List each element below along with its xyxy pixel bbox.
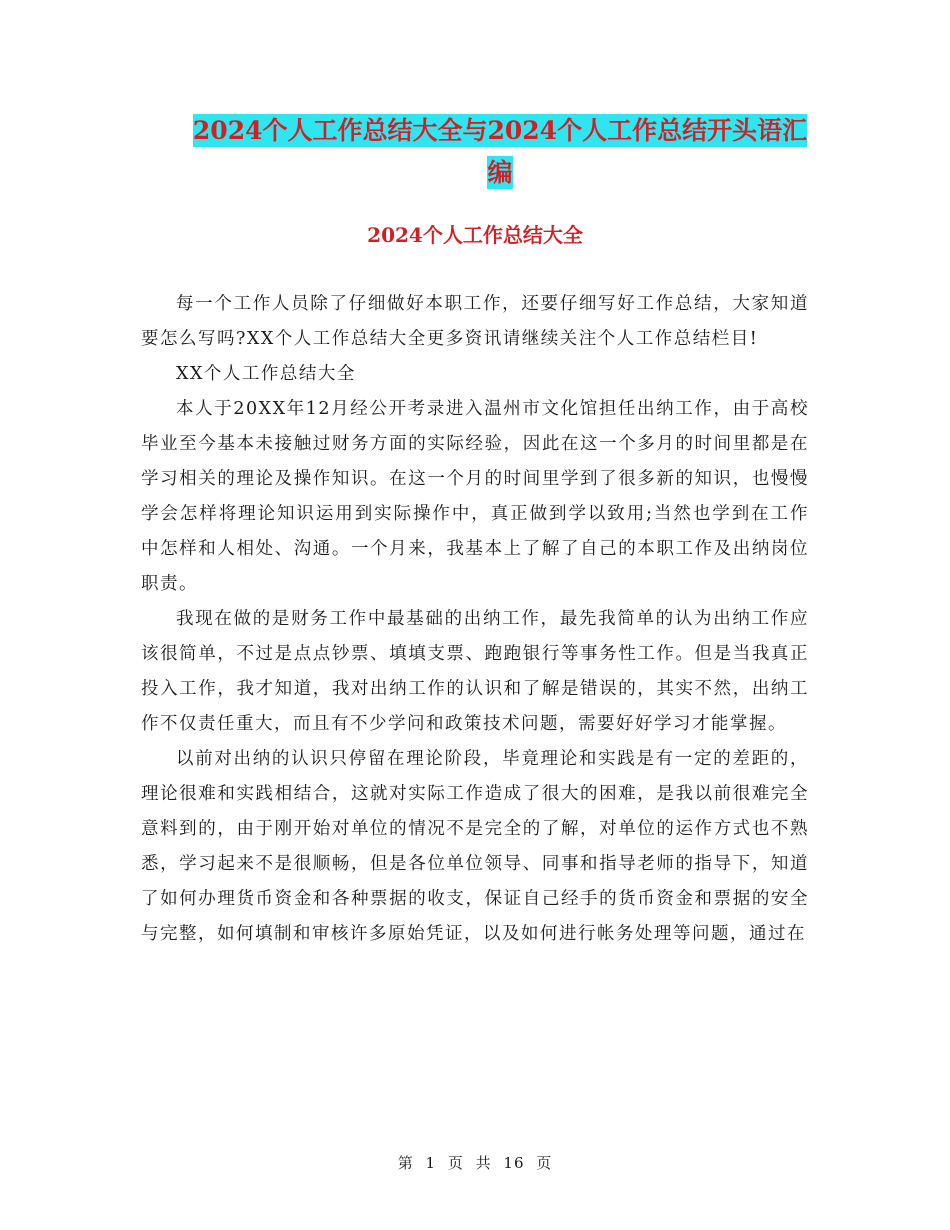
footer-page-unit: 页 [447, 1154, 464, 1172]
footer-total-prefix: 共 [475, 1154, 492, 1172]
page-number: 1 [425, 1154, 437, 1172]
page-total: 16 [503, 1154, 525, 1172]
document-title-line-2: 编 [487, 158, 513, 187]
footer-prefix: 第 [397, 1154, 414, 1172]
paragraph: 以前对出纳的认识只停留在理论阶段，毕竟理论和实践是有一定的差距的，理论很难和实践相结合，这就对实际工作造成了很大的困难，是我以前很难完全意料到的，由于刚开始对单位的情况不是完全的了解，对单位的运作方式也不熟悉，学习起来不是很顺畅，但是各位单位领导、同事和指导老师的指导下，知道了如何办理货币资金和各种票据的收支，保证自己经手的货币资金和票据的安全与完整，如何填制和审核许多原始凭证，以及如何进行帐务处理等问题，通过在 [141, 749, 809, 944]
paragraph: 我现在做的是财务工作中最基础的出纳工作，最先我简单的认为出纳工作应该很简单，不过是点点钞票、填填支票、跑跑银行等事务性工作。但是当我真正投入工作，我才知道，我对出纳工作的认识和了解是错误的，其实不然，出纳工作不仅责任重大，而且有不少学问和政策技术问题，需要好好学习才能掌握。 [141, 609, 809, 734]
footer-total-unit: 页 [536, 1154, 553, 1172]
paragraph: 本人于20XX年12月经公开考录进入温州市文化馆担任出纳工作，由于高校毕业至今基本未接触过财务方面的实际经验，因此在这一个多月的时间里都是在学习相关的理论及操作知识。在这一个月的时间里学到了很多新的知识，也慢慢学会怎样将理论知识运用到实际操作中，真正做到学以致用;当然也学到在工作中怎样和人相处、沟通。一个月来，我基本上了解了自己的本职工作及出纳岗位职责。 [141, 399, 809, 594]
document-title [140, 110, 860, 194]
document-title-line-1: 2024个人工作总结大全与2024个人工作总结开头语汇 [192, 116, 808, 145]
document-body [141, 287, 809, 952]
page-footer [0, 1152, 950, 1173]
paragraph: XX个人工作总结大全 [176, 364, 356, 384]
section-title: 2024个人工作总结大全 [367, 223, 583, 247]
paragraph: 每一个工作人员除了仔细做好本职工作，还要仔细写好工作总结，大家知道要怎么写吗?XX个人工作总结大全更多资讯请继续关注个人工作总结栏目! [141, 294, 809, 349]
